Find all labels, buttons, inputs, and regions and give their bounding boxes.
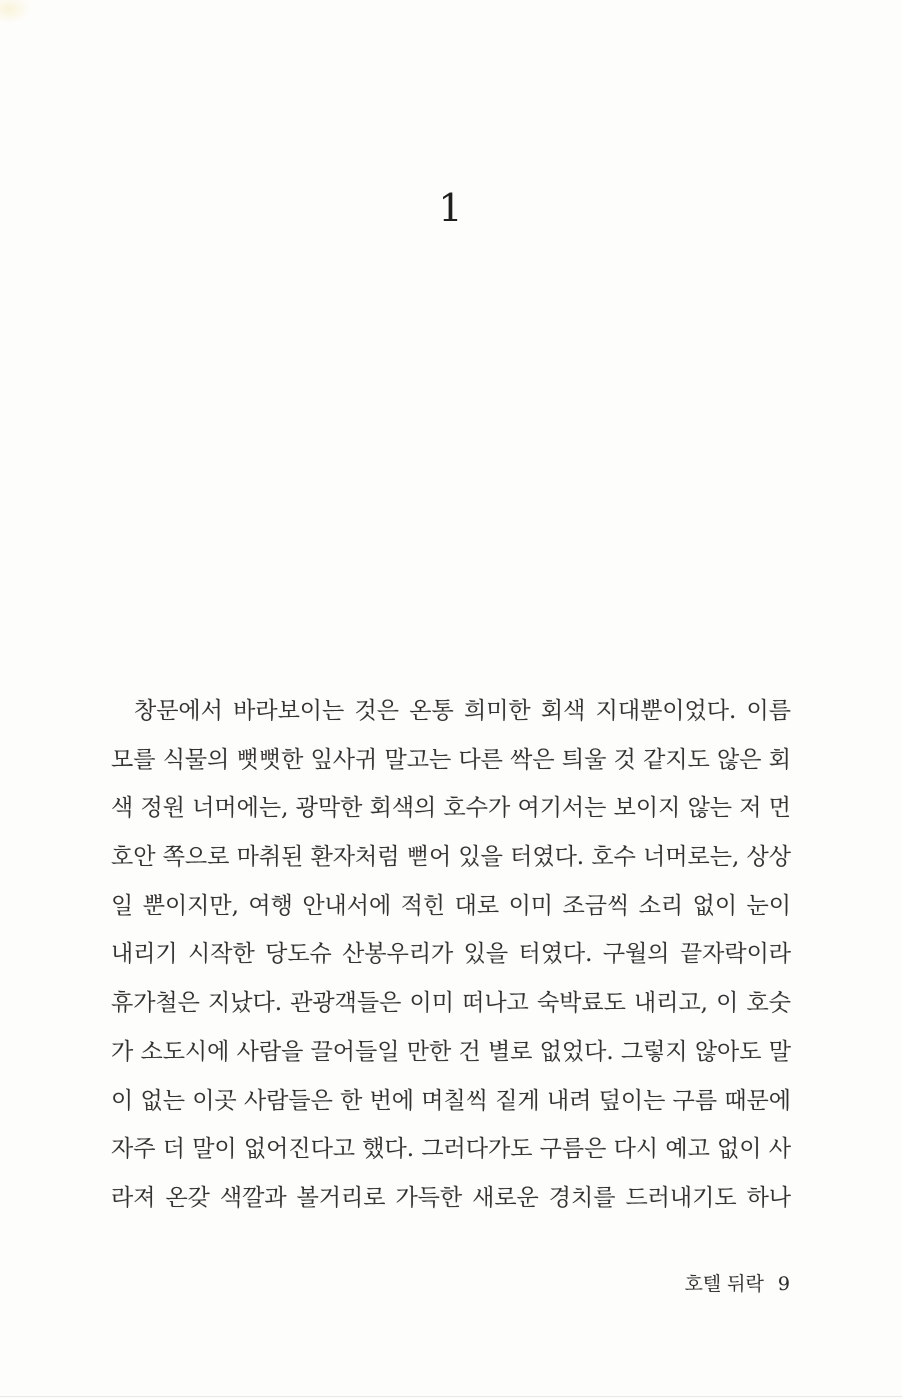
paragraph-line: 모를 식물의 뻣뻣한 잎사귀 말고는 다른 싹은 틔울 것 같지도 않은 회 bbox=[111, 746, 791, 773]
paragraph-line: 색 정원 너머에는, 광막한 회색의 호수가 여기서는 보이지 않는 저 먼 bbox=[111, 795, 791, 822]
scan-edge-line bbox=[0, 1396, 902, 1397]
paragraph-line: 휴가철은 지났다. 관광객들은 이미 떠나고 숙박료도 내리고, 이 호숫 bbox=[111, 990, 791, 1017]
paragraph bbox=[111, 687, 791, 1223]
paragraph-line: 호안 쪽으로 마취된 환자처럼 뻗어 있을 터였다. 호수 너머로는, 상상 bbox=[111, 844, 791, 871]
chapter-number: 1 bbox=[438, 186, 464, 230]
footer-page-number: 9 bbox=[777, 1273, 790, 1295]
paragraph-line: 창문에서 바라보이는 것은 온통 희미한 회색 지대뿐이었다. 이름 bbox=[134, 698, 791, 724]
paragraph-line: 일 뿐이지만, 여행 안내서에 적힌 대로 이미 조금씩 소리 없이 눈이 bbox=[111, 892, 791, 919]
running-footer bbox=[684, 1270, 790, 1298]
scan-smudge-artifact bbox=[0, 0, 32, 24]
footer-book-title: 호텔 뒤락 bbox=[684, 1273, 764, 1295]
paragraph-line: 이 없는 이곳 사람들은 한 번에 며칠씩 짙게 내려 덮이는 구름 때문에 bbox=[111, 1087, 791, 1114]
paragraph-line: 라져 온갖 색깔과 볼거리로 가득한 새로운 경치를 드러내기도 하나 bbox=[111, 1184, 791, 1211]
paragraph-line: 내리기 시작한 당도슈 산봉우리가 있을 터였다. 구월의 끝자락이라 bbox=[111, 941, 791, 968]
paragraph-line: 자주 더 말이 없어진다고 했다. 그러다가도 구름은 다시 예고 없이 사 bbox=[111, 1136, 791, 1163]
paragraph-line: 가 소도시에 사람을 끌어들일 만한 건 별로 없었다. 그렇지 않아도 말 bbox=[111, 1038, 791, 1065]
